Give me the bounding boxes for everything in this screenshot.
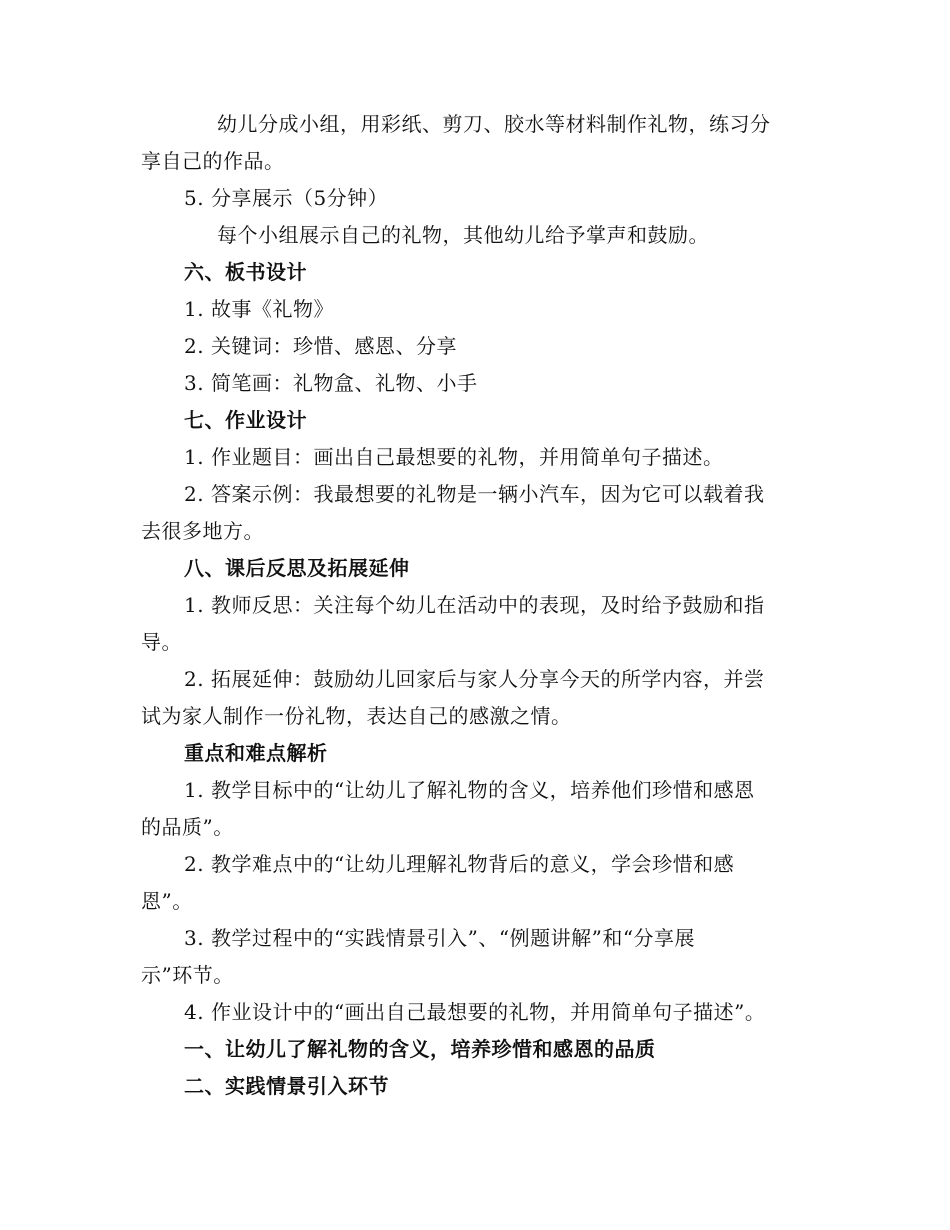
- section-heading: 一、让幼儿了解礼物的含义，培养珍惜和感恩的品质: [184, 1037, 656, 1061]
- text-line: 1. 故事《礼物》: [184, 297, 334, 321]
- text-line: 4. 作业设计中的“画出自己最想要的礼物，并用简单句子描述”。: [184, 1000, 766, 1024]
- section-heading: 重点和难点解析: [184, 741, 328, 765]
- text-line: 1. 作业题目：画出自己最想要的礼物，并用简单句子描述。: [184, 445, 724, 469]
- text-line: 去很多地方。: [141, 519, 264, 543]
- section-heading: 二、实践情景引入环节: [184, 1074, 389, 1098]
- text-line: 1. 教学目标中的“让幼儿了解礼物的含义，培养他们珍惜和感恩: [184, 778, 755, 802]
- text-line: 2. 教学难点中的“让幼儿理解礼物背后的意义，学会珍惜和感: [184, 852, 735, 876]
- text-line: 3. 简笔画：礼物盒、礼物、小手: [184, 371, 478, 395]
- text-line: 每个小组展示自己的礼物，其他幼儿给予掌声和鼓励。: [217, 223, 709, 247]
- text-line: 恩”。: [141, 889, 193, 913]
- section-heading: 八、课后反思及拓展延伸: [184, 556, 410, 580]
- text-line: 3. 教学过程中的“实践情景引入”、“例题讲解”和“分享展: [184, 926, 696, 950]
- text-line: 享自己的作品。: [141, 149, 285, 173]
- text-line: 2. 拓展延伸：鼓励幼儿回家后与家人分享今天的所学内容，并尝: [184, 667, 765, 691]
- text-line: 导。: [141, 630, 182, 654]
- section-heading: 六、板书设计: [184, 260, 307, 284]
- text-line: 1. 教师反思：关注每个幼儿在活动中的表现，及时给予鼓励和指: [184, 593, 765, 617]
- text-line: 的品质”。: [141, 815, 234, 839]
- section-heading: 七、作业设计: [184, 408, 307, 432]
- text-line: 示”环节。: [141, 963, 234, 987]
- text-line: 5. 分享展示（5分钟）: [184, 186, 389, 210]
- text-line: 2. 答案示例：我最想要的礼物是一辆小汽车，因为它可以载着我: [184, 482, 765, 506]
- document-page: [141, 106, 821, 1105]
- text-line: 2. 关键词：珍惜、感恩、分享: [184, 334, 457, 358]
- text-line: 幼儿分成小组，用彩纸、剪刀、胶水等材料制作礼物，练习分: [217, 112, 771, 136]
- text-line: 试为家人制作一份礼物，表达自己的感激之情。: [141, 704, 572, 728]
